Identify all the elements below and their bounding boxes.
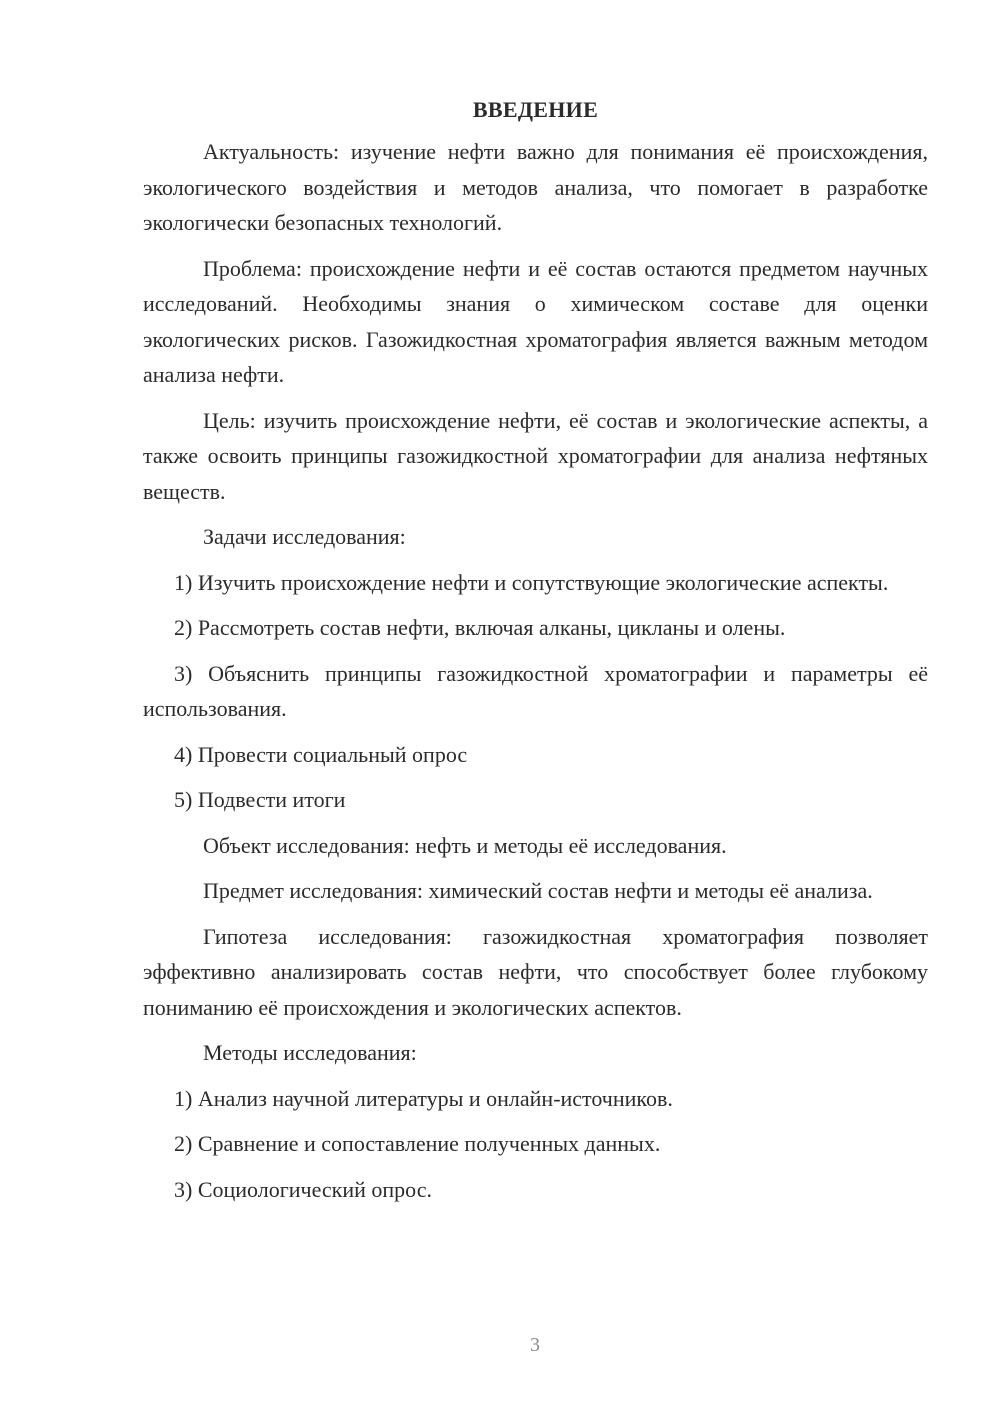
research-subject: Предмет исследования: химический состав нефти и методы её анализа.: [203, 878, 873, 903]
document-page: [143, 92, 928, 1207]
methods-heading: Методы исследования:: [203, 1040, 417, 1065]
paragraph-goal: Цель: изучить происхождение нефти, её состав и экологические аспекты, а также освоить принципы газожидкостной хроматографии для анализа нефтяных веществ.: [143, 407, 928, 504]
tasks-heading: Задачи исследования:: [203, 524, 406, 549]
method-item-2: 2) Сравнение и сопоставление полученных данных.: [174, 1131, 661, 1156]
method-item-1: 1) Анализ научной литературы и онлайн-источников.: [174, 1085, 673, 1111]
task-item-1: 1) Изучить происхождение нефти и сопутствующие экологические аспекты.: [174, 569, 889, 595]
task-item-2: 2) Рассмотреть состав нефти, включая алканы, цикланы и олены.: [174, 615, 786, 640]
research-hypothesis: Гипотеза исследования: газожидкостная хроматография позволяет эффективно анализировать состав нефти, что способствует более глубокому пониманию её происхождения и экологических аспектов.: [143, 923, 928, 1020]
page-number: 3: [530, 1334, 540, 1356]
research-object: Объект исследования: нефть и методы её исследования.: [203, 832, 727, 858]
paragraph-problem: Проблема: происхождение нефти и её состав остаются предметом научных исследований. Необходимы знания о химическом составе для оценки экологических рисков. Газожидкостная хроматография является важным методом анализа нефти.: [143, 255, 928, 387]
task-item-3: 3) Объяснить принципы газожидкостной хроматографии и параметры её использования.: [143, 660, 928, 721]
method-item-3: 3) Социологический опрос.: [174, 1176, 432, 1202]
task-item-5: 5) Подвести итоги: [174, 787, 346, 812]
paragraph-relevance: Актуальность: изучение нефти важно для понимания её происхождения, экологического воздействия и методов анализа, что помогает в разработке экологически безопасных технологий.: [143, 139, 928, 235]
task-item-4: 4) Провести социальный опрос: [174, 741, 468, 767]
document-title: ВВЕДЕНИЕ: [472, 97, 599, 122]
